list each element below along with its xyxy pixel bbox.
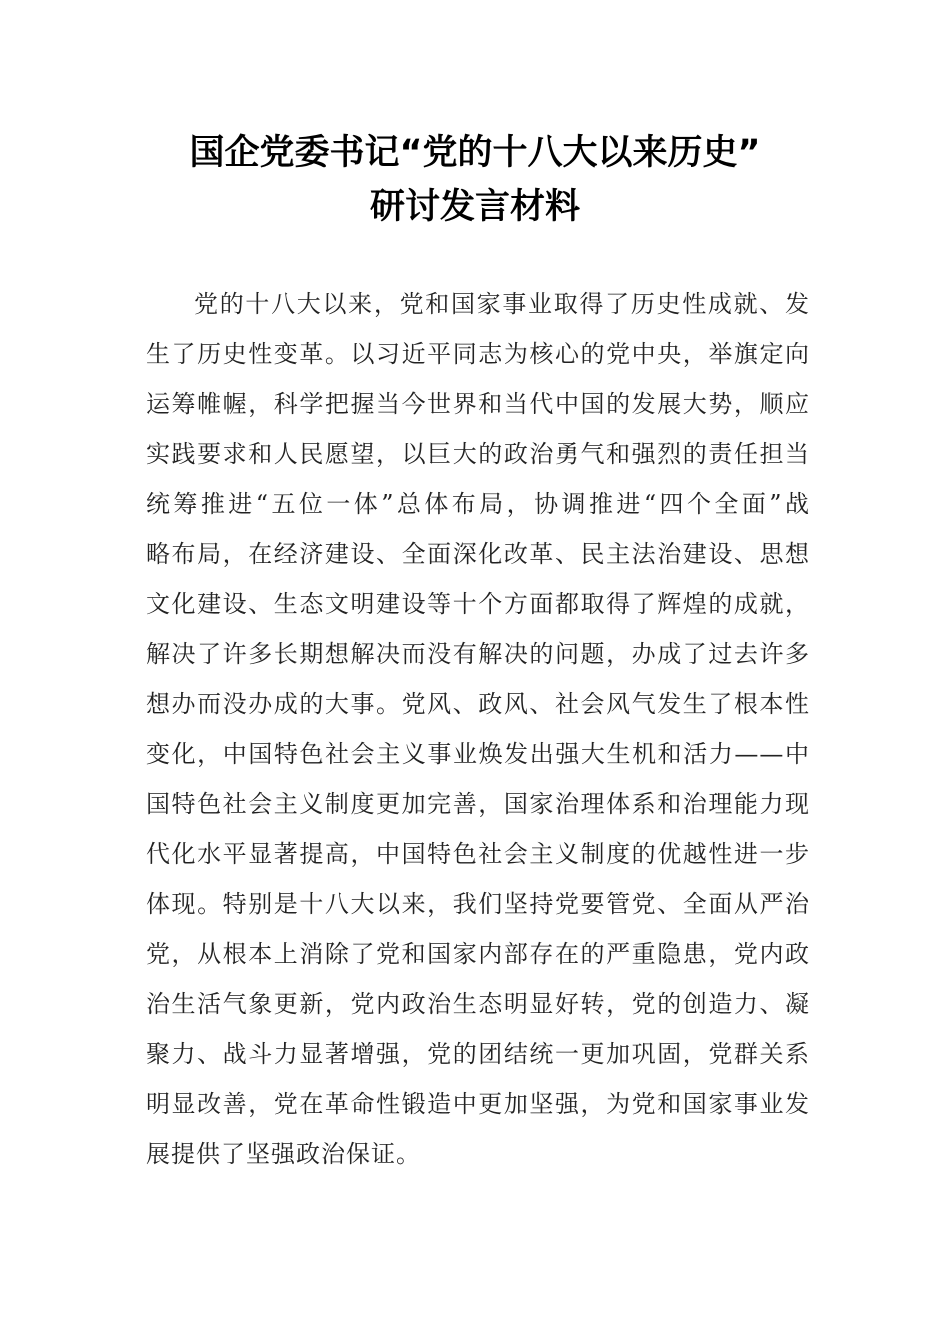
body-line-14: 党，从根本上消除了党和国家内部存在的严重隐患，党内政 — [146, 940, 810, 968]
body-paragraph — [146, 279, 810, 1179]
body-line-10: 变化，中国特色社会主义事业焕发出强大生机和活力——中 — [146, 740, 810, 768]
body-line-5: 统筹推进“五位一体”总体布局，协调推进“四个全面”战 — [146, 490, 810, 518]
body-line-7: 文化建设、生态文明建设等十个方面都取得了辉煌的成就， — [146, 590, 810, 618]
body-line-9: 想办而没办成的大事。党风、政风、社会风气发生了根本性 — [146, 690, 810, 718]
body-line-18: 展提供了坚强政治保证。 — [146, 1140, 421, 1168]
body-line-3: 运筹帷幄，科学把握当今世界和当代中国的发展大势，顺应 — [146, 390, 810, 418]
body-line-6: 略布局，在经济建设、全面深化改革、民主法治建设、思想 — [146, 540, 810, 568]
body-line-11: 国特色社会主义制度更加完善，国家治理体系和治理能力现 — [146, 790, 810, 818]
document-title-line-1: 国企党委书记“党的十八大以来历史” — [189, 133, 761, 173]
body-line-1: 党的十八大以来，党和国家事业取得了历史性成就、发 — [194, 290, 810, 318]
body-line-13: 体现。特别是十八大以来，我们坚持党要管党、全面从严治 — [146, 890, 810, 918]
body-line-16: 聚力、战斗力显著增强，党的团结统一更加巩固，党群关系 — [146, 1040, 810, 1068]
body-line-4: 实践要求和人民愿望，以巨大的政治勇气和强烈的责任担当 — [146, 440, 810, 468]
body-line-17: 明显改善，党在革命性锻造中更加坚强，为党和国家事业发 — [146, 1090, 810, 1118]
body-line-2: 生了历史性变革。以习近平同志为核心的党中央，举旗定向 — [146, 340, 810, 368]
body-line-12: 代化水平显著提高，中国特色社会主义制度的优越性进一步 — [146, 840, 810, 868]
body-line-8: 解决了许多长期想解决而没有解决的问题，办成了过去许多 — [146, 640, 810, 668]
body-line-15: 治生活气象更新，党内政治生态明显好转，党的创造力、凝 — [146, 990, 810, 1018]
document-title-line-2: 研讨发言材料 — [369, 187, 580, 227]
